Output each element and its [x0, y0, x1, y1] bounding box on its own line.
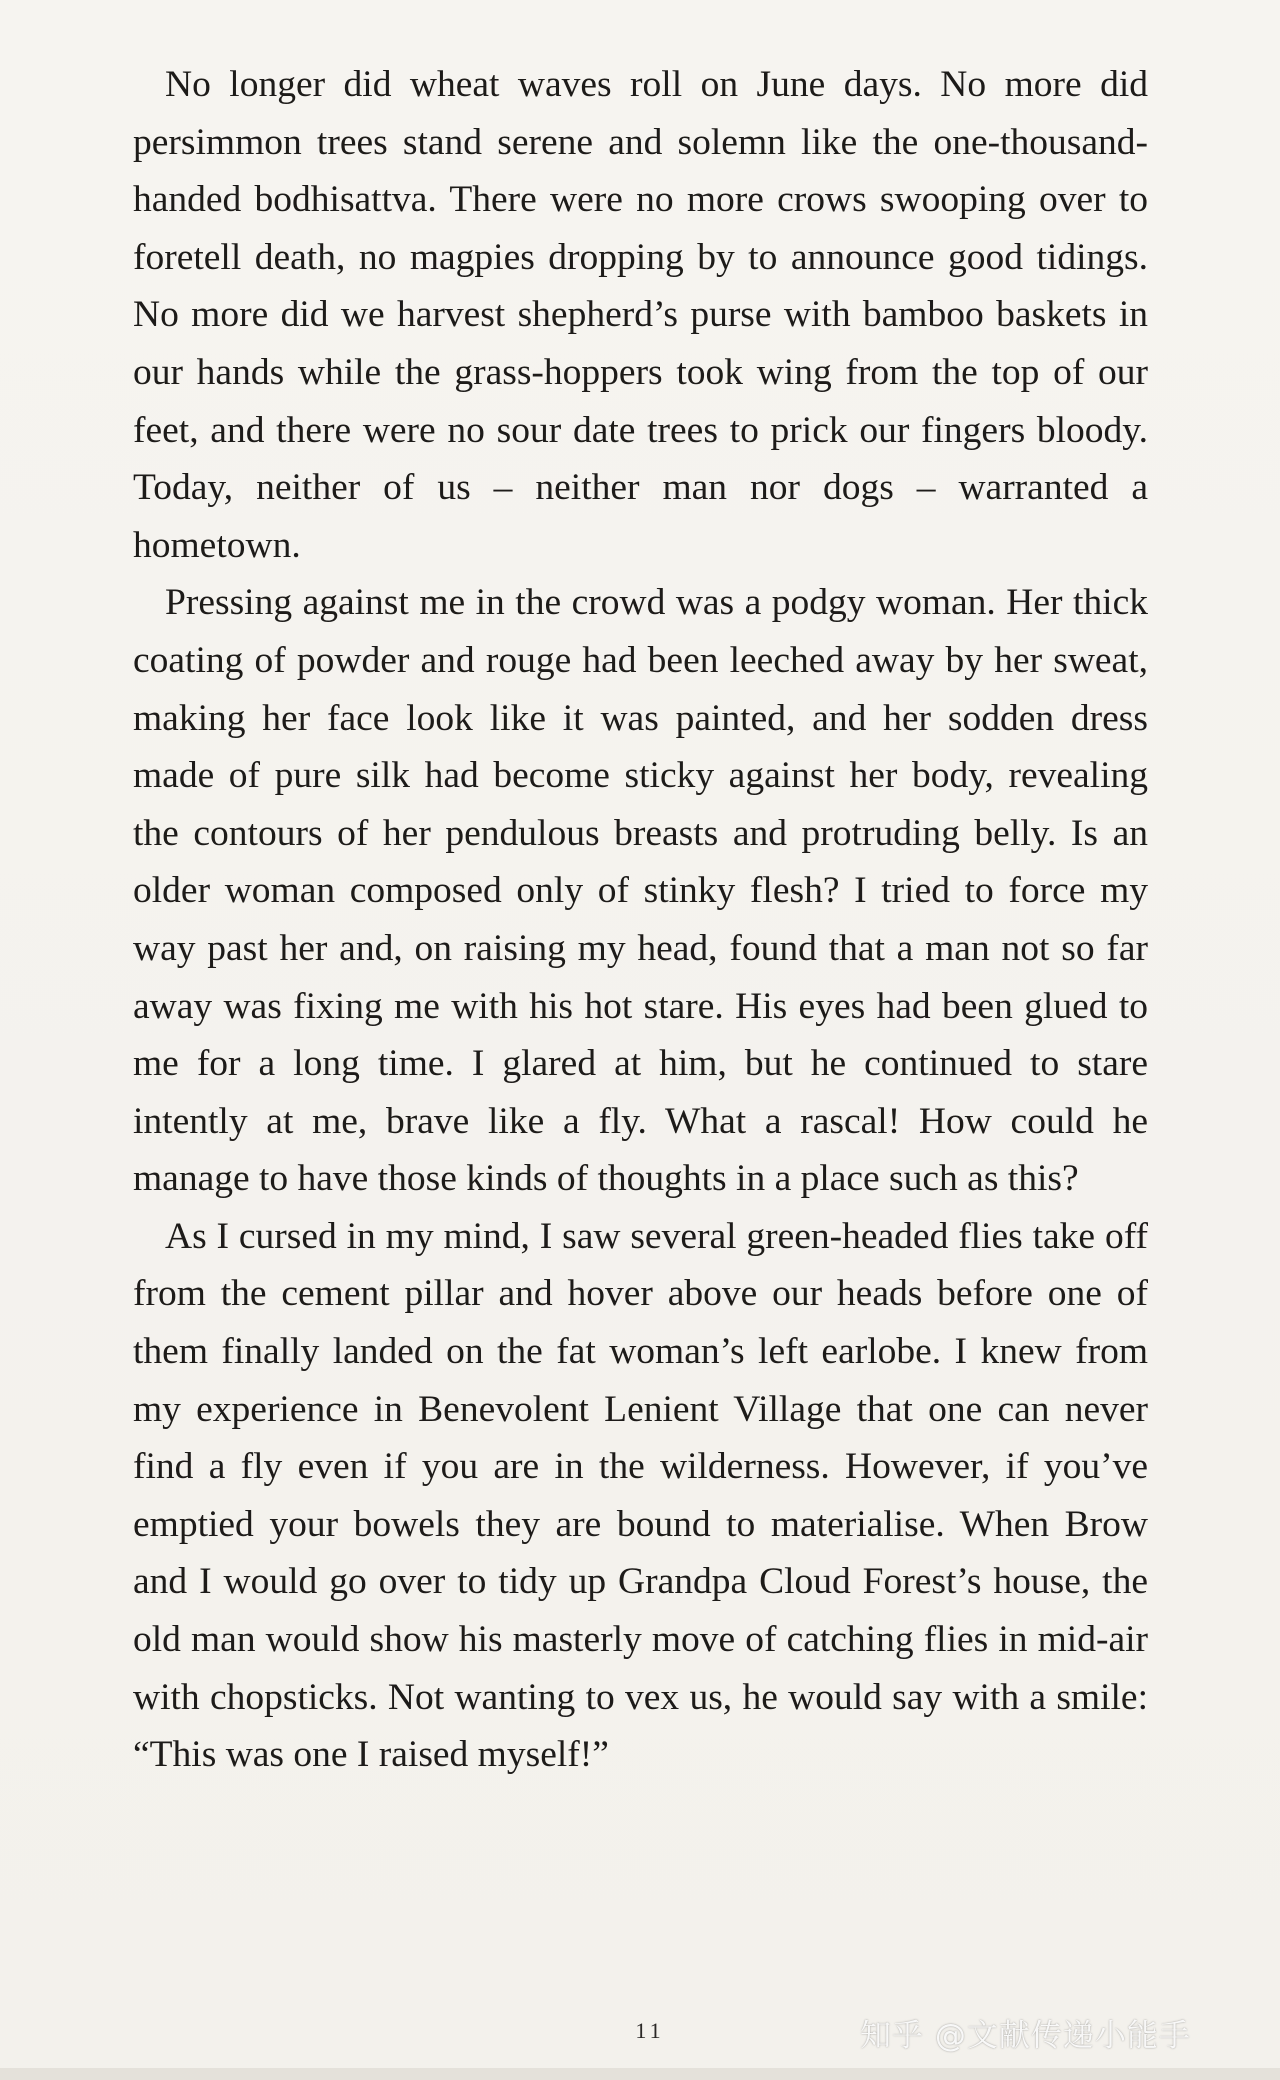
zhihu-watermark: 知乎 @文献传递小能手 [860, 2018, 1191, 2054]
page-number: 11 [635, 2018, 665, 2043]
paragraph-2: Pressing against me in the crowd was a podgy woman. Her thick coating of powder and rouge had been leeched away by her sweat, making her face look like it was painted, and her sodden dress made of pure silk had become sticky against her body, revealing the contours of her pendulous breasts and protruding belly. Is an older woman composed only of stinky flesh? I tried to force my way past her and, on raising my head, found that a man not so far away was fixing me with his hot stare. His eyes had been glued to me for a long time. I glared at him, but he continued to stare intently at me, brave like a fly. What a rascal! How could he manage to have those kinds of thoughts in a place such as this? [133, 582, 1148, 1200]
body-text [133, 56, 1148, 1784]
page-bottom-edge [0, 2068, 1280, 2080]
paragraph-1: No longer did wheat waves roll on June days. No more did persimmon trees stand serene and solemn like the one-thousand-handed bodhisattva. There were no more crows swooping over to foretell death, no magpies dropping by to announce good tidings. No more did we harvest shepherd’s purse with bamboo baskets in our hands while the grass-hoppers took wing from the top of our feet, and there were no sour date trees to prick our fingers bloody. Today, neither of us – neither man nor dogs – warranted a hometown. [133, 64, 1148, 566]
paragraph-3: As I cursed in my mind, I saw several green-headed flies take off from the cement pillar and hover above our heads before one of them finally landed on the fat woman’s left earlobe. I knew from my experience in Benevolent Lenient Village that one can never find a fly even if you are in the wilderness. However, if you’ve emptied your bowels they are bound to materialise. When Brow and I would go over to tidy up Grandpa Cloud Forest’s house, the old man would show his masterly move of catching flies in mid-air with chopsticks. Not wanting to vex us, he would say with a smile: “This was one I raised myself!” [133, 1215, 1148, 1776]
